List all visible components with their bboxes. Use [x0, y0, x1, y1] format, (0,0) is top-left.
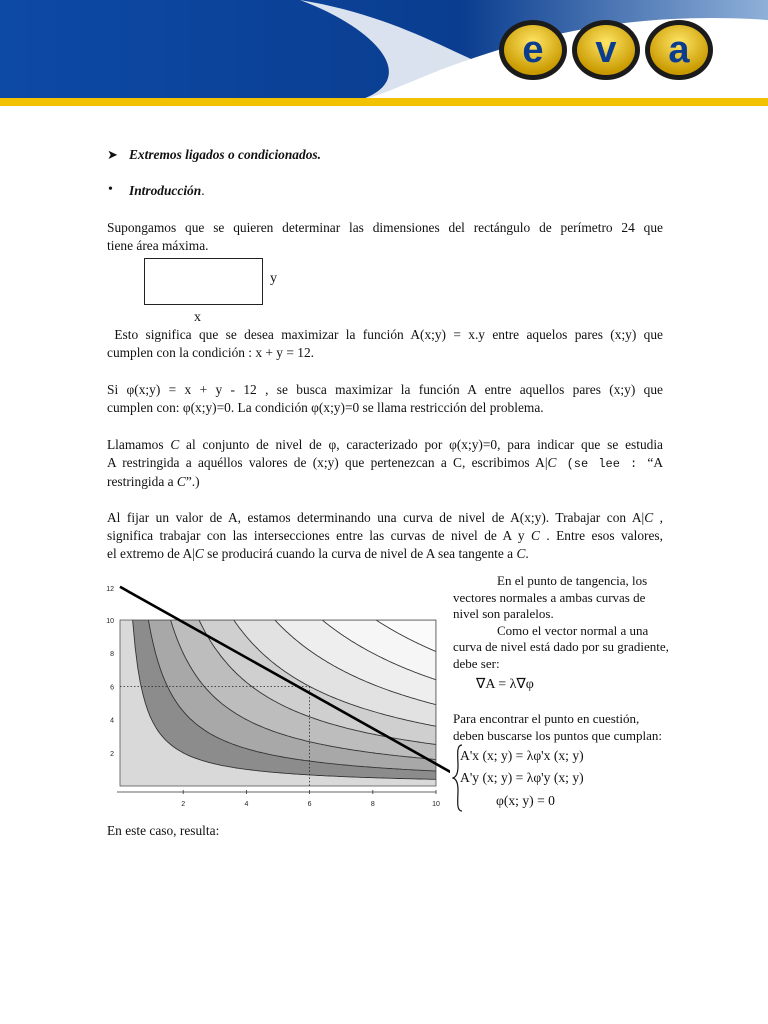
paragraph-4-line-1	[107, 436, 663, 454]
paragraph-4-line-2	[107, 454, 663, 473]
right-p2-l3: debe ser:	[453, 655, 500, 671]
p4-l1-a: Llamamos	[107, 437, 171, 452]
p4-l3-a: restringida a	[107, 474, 177, 490]
system-row-1: A'x (x; y) = λφ'x (x; y)	[460, 748, 584, 763]
p5-l2-b: . Entre esos valores,	[539, 528, 663, 544]
logo-letter-e: e	[522, 29, 544, 71]
subsection-title	[129, 183, 205, 199]
gradient-formula: ∇A = λ∇φ	[476, 677, 534, 692]
right-column-text	[453, 573, 685, 673]
paragraph-1	[107, 219, 663, 255]
paragraph-4-line-3	[107, 473, 663, 491]
paragraph-3-line-1: Si φ(x;y) = x + y - 12 , se busca maximizar la función A entre aquellos pares (x;y) que	[107, 382, 663, 397]
p4-l2-a: A restringida a aquéllos valores de (x;y) que pertenezcan a C, escribimos A|	[107, 455, 548, 471]
closing-text: En este caso, resulta:	[107, 823, 220, 838]
p5-l3-e: .	[525, 546, 529, 562]
right-p3	[453, 711, 685, 744]
p5-l3-c: C	[194, 546, 204, 562]
p5-l2-c: C	[530, 528, 540, 544]
paragraph-5-line-3	[107, 545, 663, 563]
right-p2-l2: curva de nivel está dado por su gradiente,	[453, 639, 669, 655]
paragraph-5-line-1	[107, 509, 663, 527]
right-p1-l1: En el punto de tangencia, los	[497, 573, 648, 588]
p4-l3-b: ”.)	[185, 474, 200, 490]
paragraph-4	[107, 436, 663, 492]
paragraph-3	[107, 381, 663, 417]
p4-l2-mono: (se lee :	[556, 457, 648, 472]
p4-l3-c: C	[176, 474, 186, 490]
p4-l2-c: C	[547, 455, 557, 471]
right-p1	[453, 573, 685, 623]
y-tick-label-4: 4	[110, 717, 114, 725]
y-tick-label-2: 2	[110, 750, 114, 758]
system-row-2: A'y (x; y) = λφ'y (x; y)	[460, 770, 584, 785]
p5-l2-a: significa trabajar con las intersecciones entre las curvas de nivel de A y	[107, 528, 531, 544]
y-tick-label-6: 6	[110, 684, 114, 692]
right-p2-l1: Como el vector normal a una	[497, 622, 649, 638]
logo-letter-v: v	[595, 29, 617, 71]
subsection-period: .	[201, 183, 205, 198]
paragraph-1-line-2: tiene área máxima.	[107, 238, 209, 254]
contour-plot	[104, 578, 450, 808]
y-tick-label-12: 12	[106, 586, 114, 593]
x-tick-label-2: 2	[181, 801, 186, 808]
contour-plot-svg	[104, 578, 450, 808]
arrow-bullet-icon: ➤	[107, 147, 118, 162]
header-banner	[0, 0, 768, 110]
paragraph-2-line-1: Esto significa que se desea maximizar la función A(x;y) = x.y entre aquelos pares (x;y) que	[107, 327, 663, 342]
right-p1-l2: vectores normales a ambas curvas de	[453, 589, 646, 605]
x-tick-label-4: 4	[244, 801, 249, 808]
paragraph-5-line-2	[107, 527, 663, 545]
section-title: Extremos ligados o condicionados.	[129, 147, 321, 162]
x-tick-label-6: 6	[307, 801, 312, 808]
paragraph-3-line-2: cumplen con: φ(x;y)=0. La condición φ(x;y)=0 se llama restricción del problema.	[107, 400, 544, 416]
p5-l3-b: se producirá cuando la curva de nivel de A sea tangente a	[203, 546, 517, 562]
subsection-title-text: Introducción	[129, 183, 202, 198]
right-p2	[453, 623, 685, 673]
rectangle-label-x: x	[194, 310, 201, 325]
p5-l3-d: C	[516, 546, 526, 562]
rectangle-figure	[144, 258, 263, 305]
right-p1-l3: nivel son paralelos.	[453, 606, 554, 622]
p5-l1-c: C	[644, 510, 654, 525]
x-tick-label-10: 10	[432, 801, 440, 808]
equation-system	[452, 744, 652, 812]
paragraph-1-line-1: Supongamos que se quieren determinar las dimensiones del rectángulo de perímetro 24 que	[107, 220, 663, 235]
paragraph-5	[107, 509, 663, 564]
p4-l2-b: “A	[647, 455, 663, 471]
eva-logo	[498, 18, 714, 82]
y-tick-label-8: 8	[110, 651, 114, 659]
right-p3-l2: deben buscarse los puntos que cumplan:	[453, 727, 663, 743]
y-tick-label-10: 10	[106, 618, 114, 625]
right-p3-l1: Para encontrar el punto en cuestión,	[453, 711, 640, 726]
paragraph-2	[107, 326, 663, 362]
p5-l1-a: Al fijar un valor de A, estamos determinando una curva de nivel de A(x;y). Trabajar con A|	[107, 510, 645, 525]
rectangle-label-y: y	[270, 271, 277, 286]
p5-l3-a: el extremo de A|	[107, 546, 195, 562]
p4-l1-c: C	[170, 437, 180, 452]
dot-bullet-icon: •	[108, 182, 113, 197]
p4-l1-b: al conjunto de nivel de φ, caracterizado por φ(x;y)=0, para indicar que se estudia	[179, 437, 663, 452]
system-row-3: φ(x; y) = 0	[496, 793, 555, 808]
p5-l1-b: ,	[653, 510, 663, 525]
x-tick-label-8: 8	[370, 801, 375, 808]
paragraph-2-line-2: cumplen con la condición : x + y = 12.	[107, 345, 314, 361]
logo-letter-a: a	[668, 29, 690, 71]
